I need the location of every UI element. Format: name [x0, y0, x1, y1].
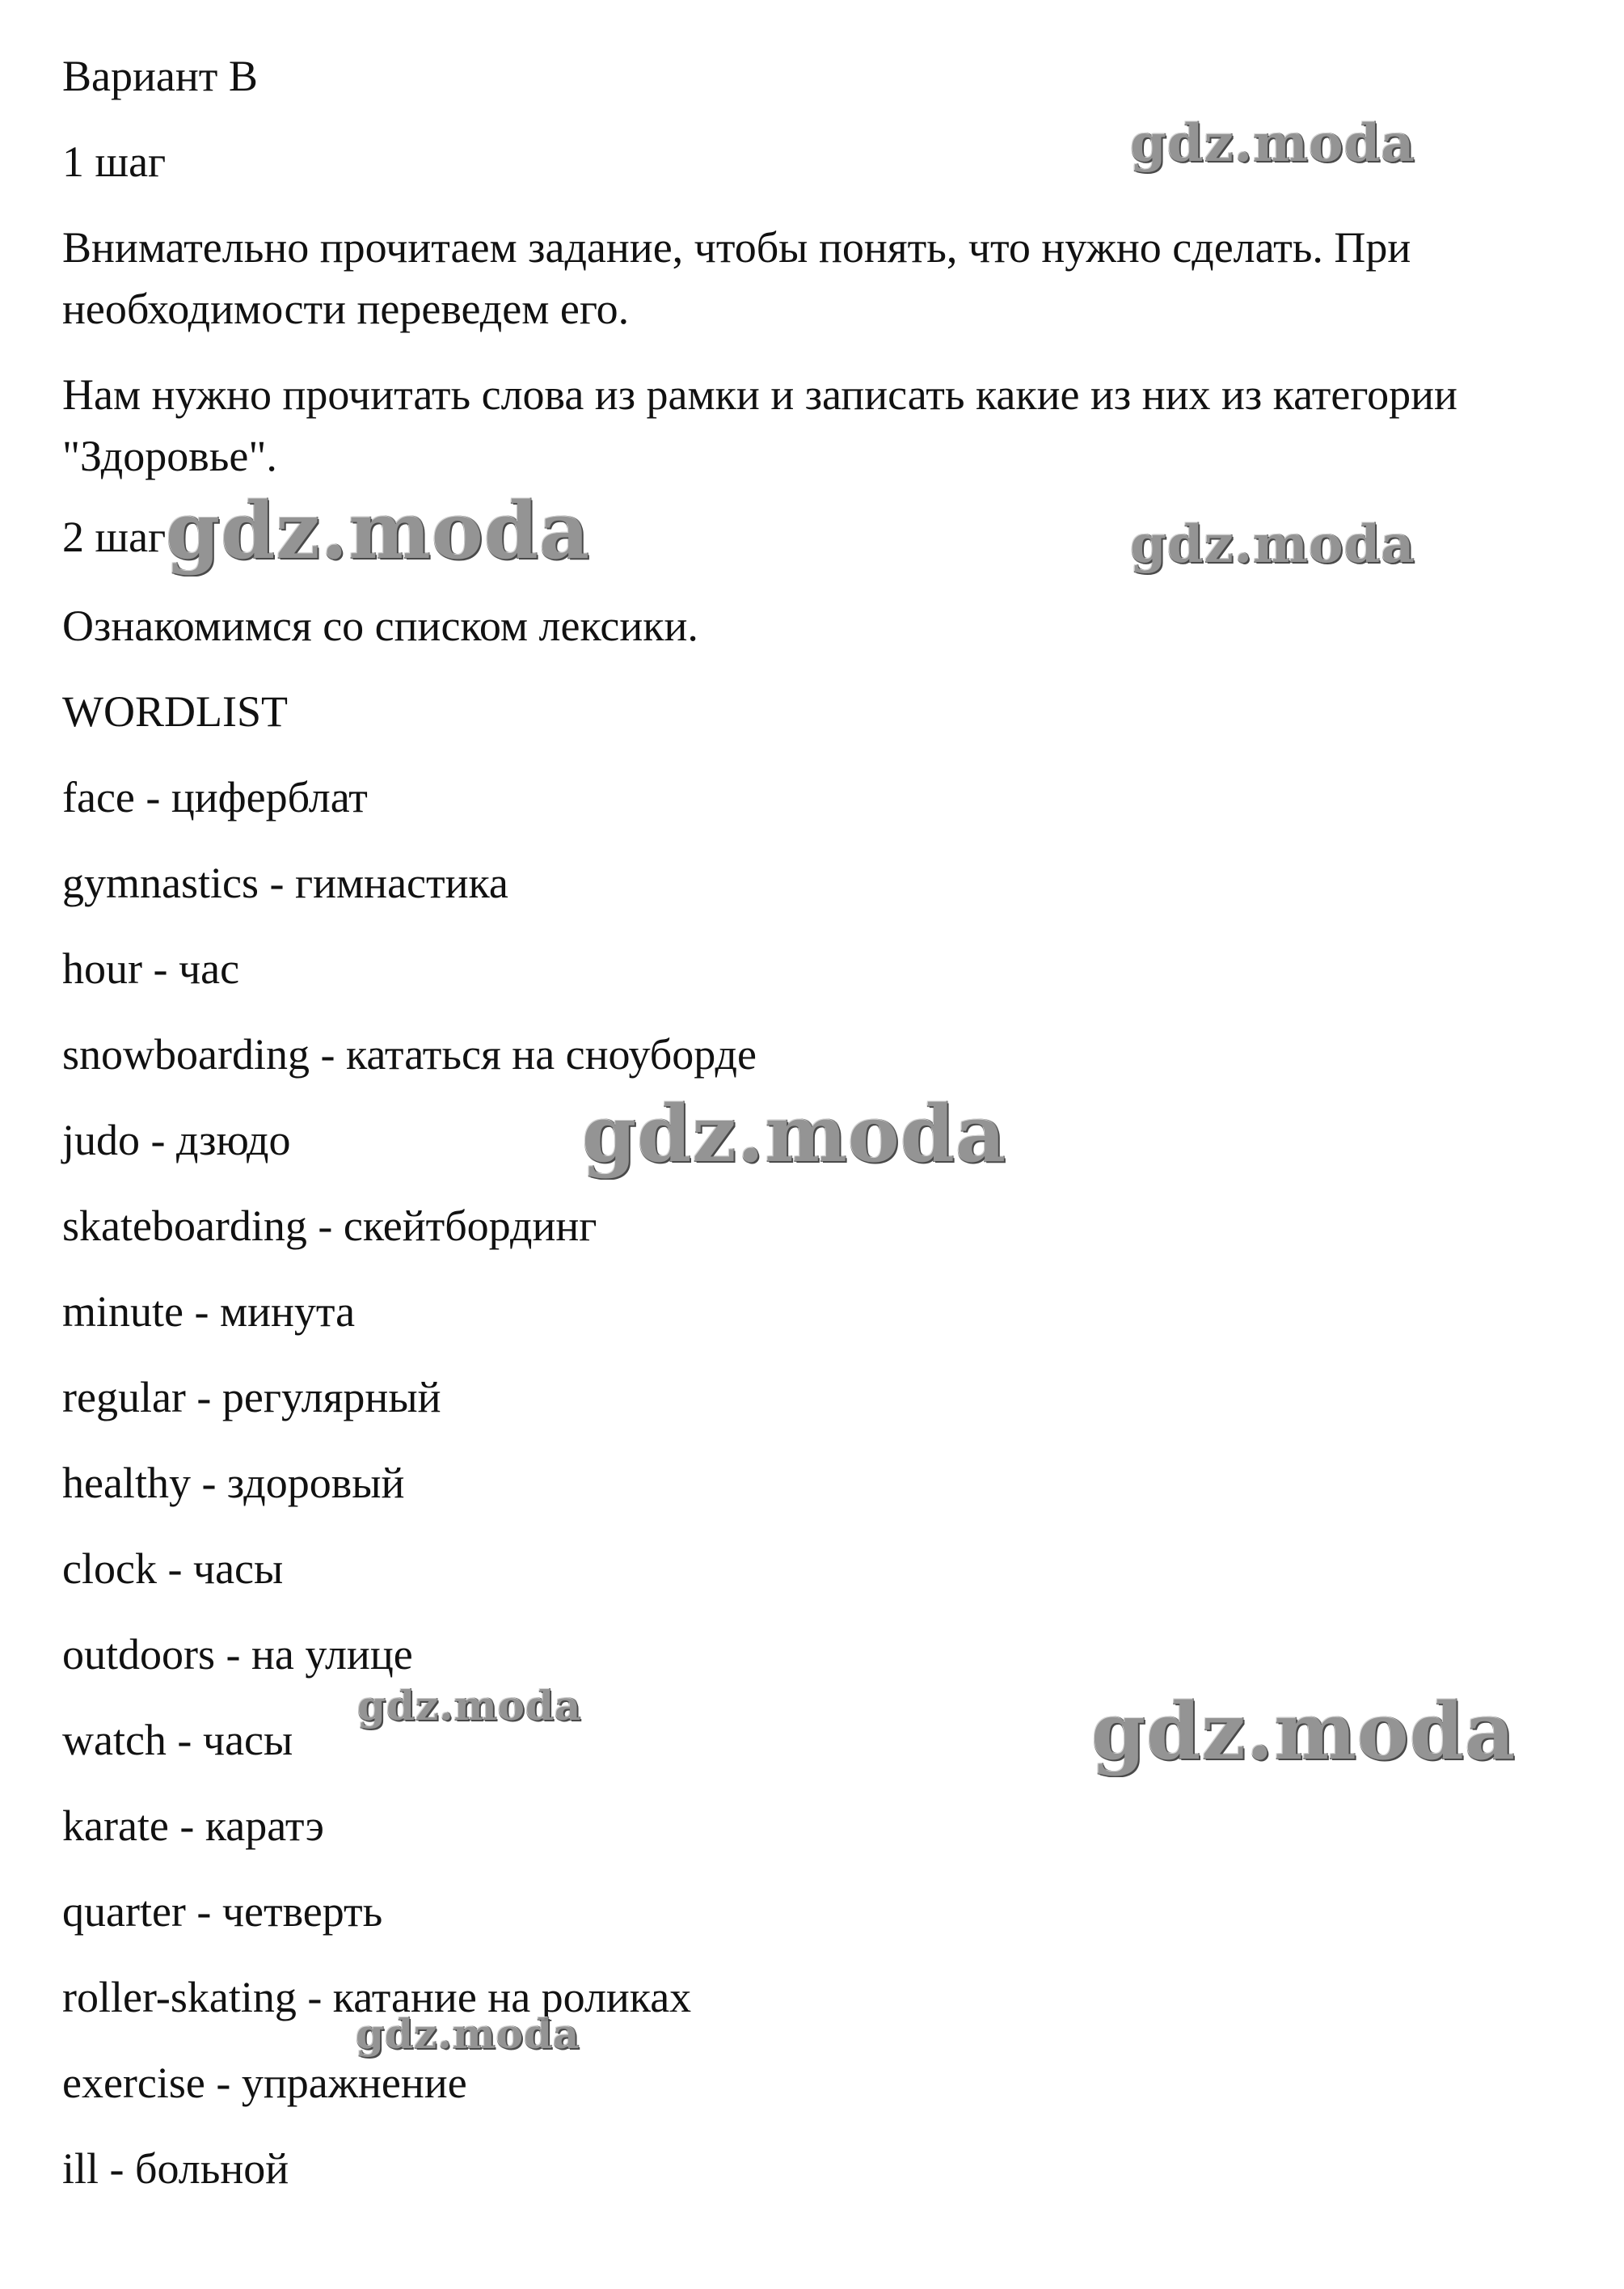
watermark: gdz.moda	[582, 1088, 1007, 1180]
wordlist-item: minute - минута	[62, 1287, 356, 1336]
step-1-label: 1 шаг	[62, 137, 167, 186]
wordlist-heading: WORDLIST	[62, 687, 288, 736]
wordlist-item: healthy - здоровый	[62, 1459, 405, 1507]
wordlist-item: quarter - четверть	[62, 1887, 383, 1936]
wordlist-item: exercise - упражнение	[62, 2059, 467, 2107]
wordlist-item: hour - час	[62, 944, 240, 993]
wordlist-item: gymnastics - гимнастика	[62, 859, 508, 907]
wordlist-item: outdoors - на улице	[62, 1630, 413, 1679]
step-1-paragraph-1: Внимательно прочитаем задание, чтобы понять, что нужно сделать. При необходимости переведем его.	[62, 223, 1411, 333]
wordlist-item: skateboarding - скейтбординг	[62, 1202, 597, 1250]
watermark: gdz.moda	[1130, 113, 1415, 174]
wordlist-item: roller-skating - катание на роликах	[62, 1973, 692, 2021]
step-1-paragraph-2: Нам нужно прочитать слова из рамки и записать какие из них из категории "Здоровье".	[62, 370, 1457, 480]
watermark: gdz.moda	[357, 1682, 582, 1729]
wordlist-item: regular - регулярный	[62, 1373, 441, 1421]
wordlist-item: clock - часы	[62, 1544, 284, 1593]
wordlist-item: watch - часы	[62, 1716, 293, 1764]
watermark: gdz.moda	[166, 485, 591, 576]
wordlist-item: judo - дзюдо	[62, 1116, 291, 1164]
wordlist-item: karate - каратэ	[62, 1801, 324, 1850]
watermark: gdz.moda	[1091, 1686, 1516, 1777]
step-2-label: 2 шаг	[62, 513, 167, 561]
variant-title: Вариант B	[62, 52, 258, 100]
watermark: gdz.moda	[1130, 514, 1415, 575]
watermark: gdz.moda	[356, 2010, 580, 2058]
step-2-paragraph: Ознакомимся со списком лексики.	[62, 602, 698, 650]
wordlist-item: snowboarding - кататься на сноуборде	[62, 1030, 757, 1079]
wordlist-item: face - циферблат	[62, 773, 368, 821]
wordlist-item: ill - больной	[62, 2144, 289, 2193]
